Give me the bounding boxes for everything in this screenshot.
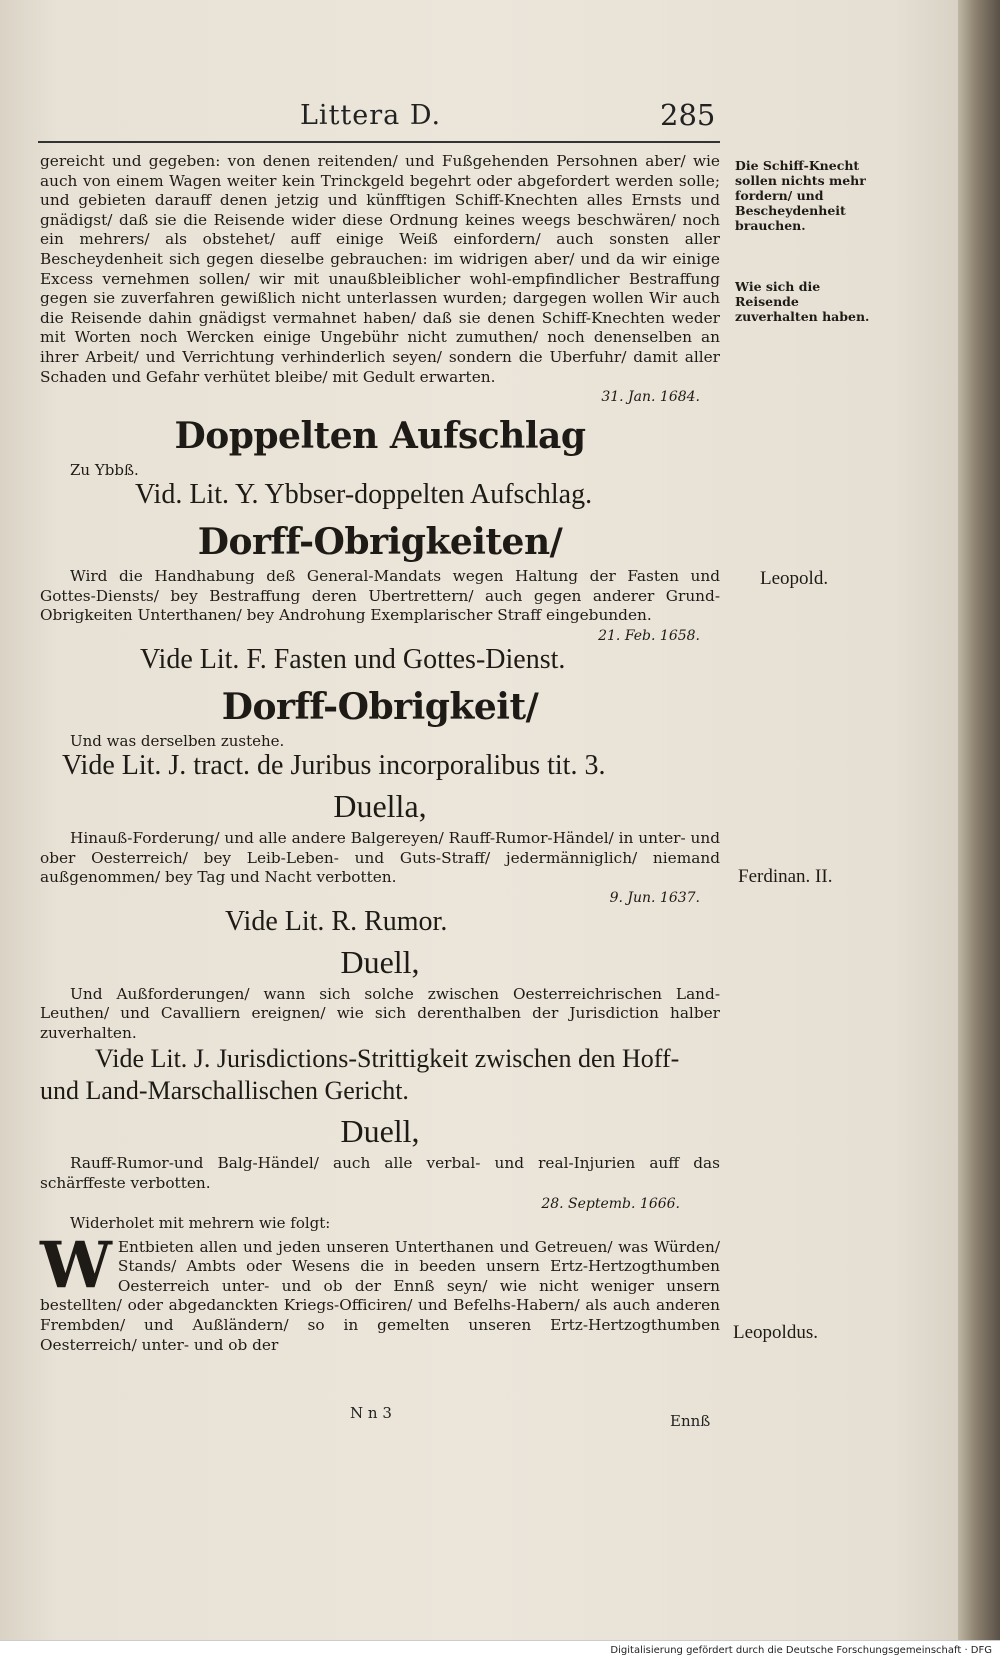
- crossref-rumor: Vide Lit. R. Rumor.: [225, 905, 448, 937]
- book-gutter: [958, 0, 1000, 1640]
- crossref-ybbser: Vid. Lit. Y. Ybbser-doppelten Aufschlag.: [135, 479, 593, 511]
- header-rule: [38, 141, 720, 143]
- date-1658: 21. Feb. 1658.: [598, 627, 700, 644]
- paragraph-aussforderungen: Und Außforderungen/ wann sich solche zwischen Oesterreichrischen Land-Leuthen/ und Cavalliern ereignen/ wie sich derenthalben der Jurisdiction halber zuverhalten.: [40, 984, 720, 1042]
- heading-dorff-obrigkeiten: Dorff-Obrigkeiten/: [197, 521, 563, 564]
- heading-doppelten-aufschlag: Doppelten Aufschlag: [174, 415, 586, 458]
- crossref-juribus: Vide Lit. J. tract. de Juribus incorporalibus tit. 3.: [62, 749, 606, 781]
- heading-dorff-obrigkeit: Dorff-Obrigkeit/: [221, 685, 539, 728]
- margin-name-leopoldus: Leopoldus.: [733, 1322, 818, 1343]
- paragraph-entbieten: [40, 1227, 720, 1356]
- subheading-zustehe: Und was derselben zustehe.: [70, 731, 285, 750]
- paragraph-entbieten-text: Entbieten allen und jeden unseren Unterthanen und Getreuen/ was Würden/ Stands/ Ambts oder Wesens die in beeden unsern Ertz-Hertzogthumben Oesterreich unter- und ob der Ennß seyn/ wie nicht weniger unsern bestellten/ oder abgedanckten Kriegs-Officiren/ und Befelhs-Habern/ als auch anderen Frembden/ und Außländern/ so in gemelten unseren Ertz-Hertzogthumben Oesterreich/ unter- und ob der: [40, 1237, 720, 1354]
- decorated-initial: W: [40, 1227, 112, 1303]
- dfg-credit: Digitalisierung gefördert durch die Deutsche Forschungsgemeinschaft · DFG: [610, 1645, 992, 1656]
- heading-duella: Duella,: [333, 787, 427, 824]
- date-1666: 28. Septemb. 1666.: [541, 1195, 680, 1212]
- signature-mark: N n 3: [350, 1404, 392, 1422]
- date-1637: 9. Jun. 1637.: [609, 889, 700, 906]
- heading-duell-2: Duell,: [340, 1113, 420, 1150]
- paragraph-hinaussforderung: Hinauß-Forderung/ und alle andere Balgereyen/ Rauff-Rumor-Händel/ in unter- und ober Oesterreich/ bey Leib-Leben- und Guts-Straff/ jedermänniglich/ niemand außgenommen/ bey Tag und Nacht verbotten.: [40, 828, 720, 887]
- crossref-fasten: Vide Lit. F. Fasten und Gottes-Dienst.: [140, 643, 566, 675]
- margin-note-schiffknecht: Die Schiff-Knecht sollen nichts mehr fordern/ und Bescheydenheit brauchen.: [735, 158, 866, 233]
- digitization-footer: [0, 1640, 1000, 1663]
- margin-note-reisende: Wie sich die Reisende zuverhalten haben.: [735, 279, 870, 324]
- running-head: Littera D.: [300, 100, 442, 131]
- catchword: Ennß: [670, 1412, 711, 1430]
- main-column: [40, 152, 720, 1355]
- margin-name-ferdinand: Ferdinan. II.: [738, 866, 833, 887]
- page-number: 285: [660, 98, 716, 132]
- subheading-ybbs: Zu Ybbß.: [70, 461, 139, 480]
- paragraph-schiffknecht: gereicht und gegeben: von denen reitenden/ und Fußgehenden Persohnen aber/ wie auch von einem Wagen weiter kein Trinckgeld begehrt oder abgefordert werden solle; und gebieten darauff denen jetzig und künfftigen Schiff-Knechten alles Ernsts und gnädigst/ daß sie die Reisende wider diese Ordnung keines weegs beschwären/ noch ein mehrers/ als obstehet/ auff einige Weiß einfordern/ auch sonsten aller Bescheydenheit sich gegen dieselbe gebrauchen: im widrigen aber/ und da wir einige Excess vernehmen sollen/ wir mit unaußbleiblicher wohl-empfindlicher Bestraffung gegen sie zuverfahren gewißlich nicht unterlassen wurden; dargegen wollen Wir auch die Reisende dahin gnädigst vermahnet haben/ daß sie denen Schiff-Knechten weder mit Worten noch Wercken einige Ungebühr nicht zumuthen/ noch denenselben an ihrer Arbeit/ und Verrichtung verhinderlich seyen/ sondern die Uberfuhr/ damit aller Schaden und Gefahr verhütet bleibe/ mit Gedult erwarten.: [40, 152, 720, 386]
- heading-duell-1: Duell,: [340, 943, 420, 980]
- margin-name-leopold: Leopold.: [760, 568, 829, 589]
- paragraph-general-mandat: Wird die Handhabung deß General-Mandats wegen Haltung der Fasten und Gottes-Diensts/ bey Bestraffung deren Ubertrettern/ auch gegen anderer Grund-Obrigkeiten Unterthanen/ bey Androhung Exemplarischer Straff eingebunden.: [40, 567, 720, 625]
- paragraph-rauff-rumor: Rauff-Rumor-und Balg-Händel/ auch alle verbal- und real-Injurien auff das schärffeste verbotten.: [40, 1154, 720, 1193]
- crossref-jurisdictions: Vide Lit. J. Jurisdictions-Strittigkeit zwischen den Hoff- und Land-Marschallischen Gericht.: [40, 1044, 680, 1106]
- date-1684: 31. Jan. 1684.: [601, 389, 700, 406]
- subheading-widerholet: Widerholet mit mehrern wie folgt:: [70, 1213, 331, 1232]
